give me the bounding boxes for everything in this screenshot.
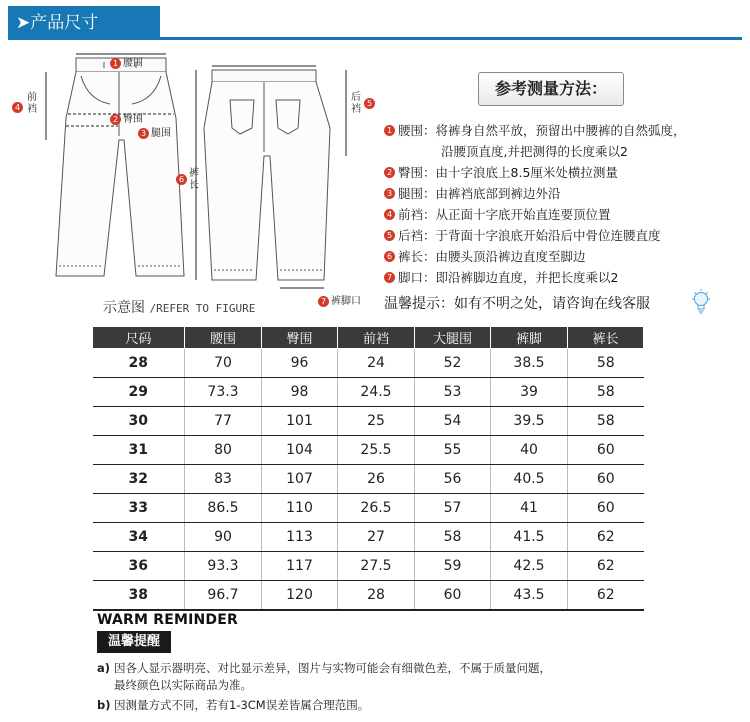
marker-5: 5	[364, 98, 375, 109]
table-row: 32 83 107 26 56 40.5 60	[93, 465, 644, 494]
size-table	[92, 326, 644, 611]
header-waist: 腰围	[185, 327, 262, 349]
method-item-thigh: 3 腿围：由裤裆底部到裤边外沿	[384, 183, 746, 204]
header-thigh: 大腿围	[415, 327, 491, 349]
label-thigh: 3 腿围	[138, 124, 171, 139]
method-num: 6	[384, 251, 395, 262]
diagram-caption: 示意图 /REFER TO FIGURE	[103, 300, 256, 316]
method-item-hem: 7 脚口：即沿裤脚边直度，并把长度乘以2	[384, 267, 746, 288]
method-item-hip: 2 臀围：由十字浪底上8.5厘米处横拉测量	[384, 162, 746, 183]
method-list	[384, 120, 746, 288]
method-item-length: 6 裤长：由腰头顶沿裤边直度至脚边	[384, 246, 746, 267]
method-num: 2	[384, 167, 395, 178]
label-hem: 7 裤脚口	[318, 292, 361, 307]
method-item-waist: 1 腰围：将裤身自然平放，预留出中腰裤的自然弧度， 沿腰顶直度,并把测得的长度乘以2	[384, 120, 746, 162]
method-num: 5	[384, 230, 395, 241]
lightbulb-icon	[690, 288, 712, 318]
method-item-back-rise: 5 后裆：于背面十字浪底开始沿后中骨位连腰直度	[384, 225, 746, 246]
warm-reminder-title: WARM REMINDER	[97, 612, 239, 628]
table-row: 29 73.3 98 24.5 53 39 58	[93, 378, 644, 407]
reminder-note-a: a) 因各人显示器明亮、对比显示差异，图片与实物可能会有细微色差，不属于质量问题， 最终颜色以实际商品为准。	[97, 661, 551, 692]
label-length: 裤长	[189, 168, 199, 191]
method-num: 7	[384, 272, 395, 283]
marker-front-rise	[12, 102, 25, 114]
table-row: 31 80 104 25.5 55 40 60	[93, 436, 644, 465]
marker-1: 1	[110, 58, 121, 69]
marker-2: 2	[110, 114, 121, 125]
pants-diagram	[14, 48, 376, 318]
label-front-rise: 前裆	[27, 92, 37, 115]
warm-reminder-badge: 温馨提醒	[97, 631, 171, 653]
method-num: 3	[384, 188, 395, 199]
marker-3: 3	[138, 128, 149, 139]
method-num: 4	[384, 209, 395, 220]
table-row: 28 70 96 24 52 38.5 58	[93, 349, 644, 378]
label-hip: 2 臀围	[110, 110, 143, 125]
marker-4: 4	[12, 102, 23, 113]
table-header-row	[93, 327, 644, 349]
header-size: 尺码	[93, 327, 185, 349]
method-num: 1	[384, 125, 395, 136]
method-item-front-rise: 4 前裆：从正面十字底开始直连要顶位置	[384, 204, 746, 225]
header-hem: 裤脚	[491, 327, 568, 349]
header-length: 裤长	[568, 327, 644, 349]
header-front-rise: 前裆	[338, 327, 415, 349]
header-hip: 臀围	[262, 327, 338, 349]
header-underline	[8, 37, 742, 40]
table-row: 36 93.3 117 27.5 59 42.5 62	[93, 552, 644, 581]
table-row: 34 90 113 27 58 41.5 62	[93, 523, 644, 552]
method-title: 参考测量方法：	[478, 72, 624, 106]
table-row: 38 96.7 120 28 60 43.5 62	[93, 581, 644, 610]
marker-back-rise	[364, 98, 377, 110]
section-header	[0, 6, 750, 40]
section-title: ➤产品尺寸	[16, 13, 99, 33]
marker-6: 6	[176, 174, 187, 185]
marker-7: 7	[318, 296, 329, 307]
label-back-rise: 后裆	[351, 92, 361, 115]
label-waist: 1 腰围	[110, 54, 143, 69]
table-row: 30 77 101 25 54 39.5 58	[93, 407, 644, 436]
customer-service-tip: 温馨提示：如有不明之处，请咨询在线客服	[384, 296, 650, 312]
pants-illustration	[26, 48, 376, 318]
reminder-note-b: b) 因测量方式不同，若有1-3CM误差皆属合理范围。	[97, 698, 370, 712]
table-row: 33 86.5 110 26.5 57 41 60	[93, 494, 644, 523]
